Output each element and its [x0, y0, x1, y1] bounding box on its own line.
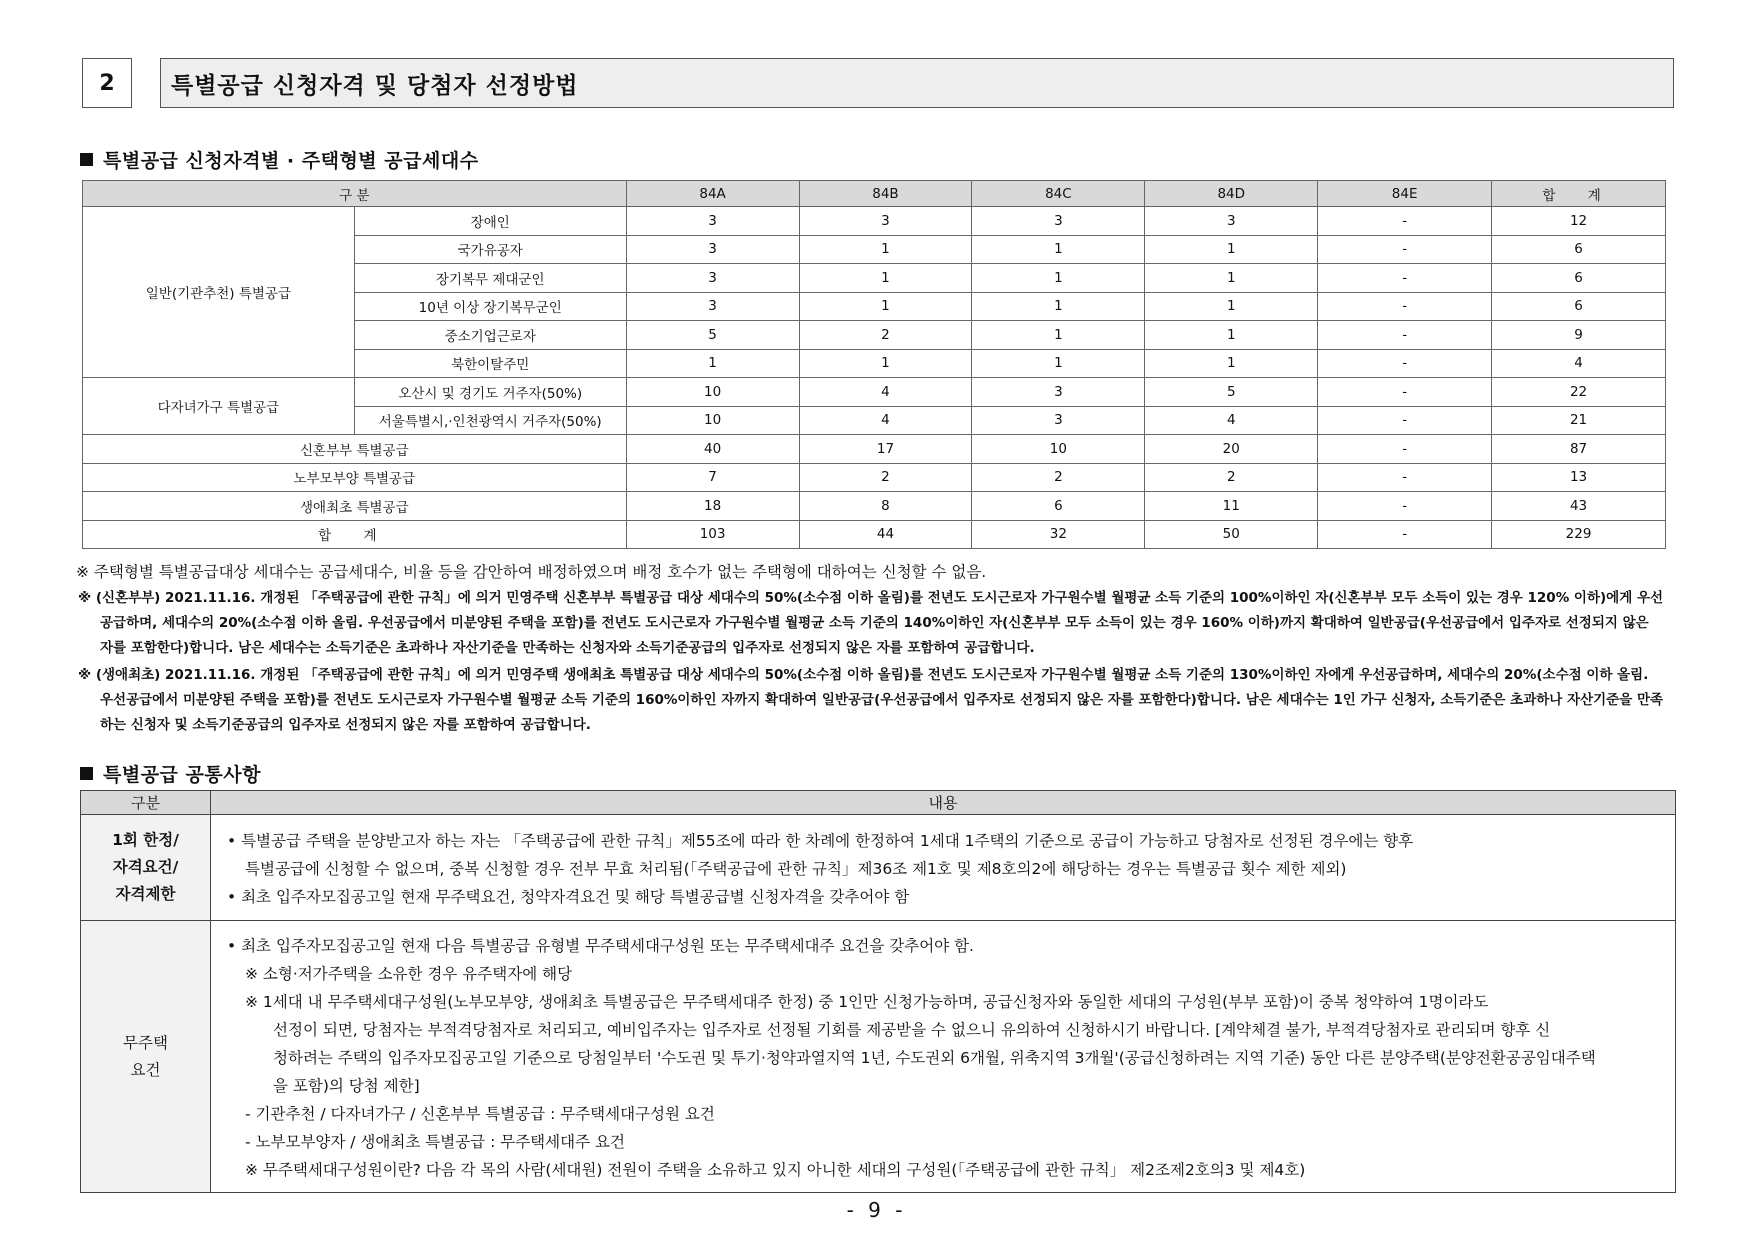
cell: 3 [1145, 207, 1318, 236]
cell: 7 [626, 463, 799, 492]
header-category: 구 분 [83, 181, 627, 207]
table-header-row [83, 181, 1666, 207]
content-cell [211, 921, 1676, 1193]
row-label: 노부모부양 특별공급 [83, 463, 627, 492]
header-type: 84A [626, 181, 799, 207]
cell: 5 [1145, 378, 1318, 407]
cell: 8 [799, 492, 972, 521]
content-line: • 최초 입주자모집공고일 현재 다음 특별공급 유형별 무주택세대구성원 또는 무주택세대주 요건을 갖추어야 함. [227, 936, 974, 955]
row-label: 생애최초 특별공급 [83, 492, 627, 521]
cell: 1 [972, 349, 1145, 378]
header-type: 84C [972, 181, 1145, 207]
cell: 2 [799, 463, 972, 492]
cell-total: 13 [1492, 463, 1666, 492]
content-line: • 특별공급 주택을 분양받고자 하는 자는 「주택공급에 관한 규칙」제55조에 따라 한 차례에 한정하여 1세대 1주택의 기준으로 공급이 가능하고 당첨자로 선정된 경우에는 향후 [227, 831, 1414, 850]
cell: - [1318, 349, 1492, 378]
cell-total: 229 [1492, 520, 1666, 549]
category-line: 무주택 [123, 1033, 168, 1052]
table-row [83, 207, 1666, 236]
cell: - [1318, 264, 1492, 293]
category-line: 1회 한정/ [112, 831, 179, 849]
cell: - [1318, 292, 1492, 321]
row-label: 오산시 및 경기도 거주자(50%) [354, 378, 626, 407]
common-table [80, 790, 1676, 1193]
table-row [83, 492, 1666, 521]
header-type: 84B [799, 181, 972, 207]
cell: 10 [972, 435, 1145, 464]
cell: 1 [1145, 349, 1318, 378]
cell: 1 [799, 264, 972, 293]
note-2: ※ (신혼부부) 2021.11.16. 개정된 「주택공급에 관한 규칙」에 의거 민영주택 신혼부부 특별공급 대상 세대수의 50%(소수점 이하 올림)를 전년도 도시근로자 가구원수별 월평균 소득 기준의 100%이하인 자(신혼부부 모두 소득이 있는 경우 120% 이하)에게 우선공급하며, 세대수의 20%(소수점 이하 올림. 우선공급에서 미분양된 주택을 포함)를 전년도 도시근로자 가구원수별 월평균 소득 기준의 140%이하인 자(신혼부부 모두 소득이 있는 경우 160% 이하)까지 확대하여 일반공급(우선공급에서 입주자로 선정되지 않은 자를 포함한다)합니다. 남은 세대수는 소득기준은 초과하나 자산기준을 만족하는 신청자와 소득기준공급의 입주자로 선정되지 않은 자를 포함하여 공급합니다. [78, 590, 1664, 656]
cell: 3 [972, 378, 1145, 407]
cell: 3 [799, 207, 972, 236]
cell: - [1318, 492, 1492, 521]
cell: 6 [972, 492, 1145, 521]
content-line: 청하려는 주택의 입주자모집공고일 기준으로 당첨일부터 '수도권 및 투기·청약과열지역 1년, 수도권외 6개월, 위축지역 3개월'(공급신청하려는 지역 기준) 동안 다른 분양주택(분양전환공공임대주택 [273, 1048, 1596, 1067]
header-type: 84D [1145, 181, 1318, 207]
content-cell [211, 815, 1676, 921]
cell: 4 [1145, 406, 1318, 435]
cell: 2 [799, 321, 972, 350]
row-label: 장애인 [354, 207, 626, 236]
table-row [83, 435, 1666, 464]
cell: 40 [626, 435, 799, 464]
cell: 3 [972, 207, 1145, 236]
cell-total: 21 [1492, 406, 1666, 435]
cell: - [1318, 378, 1492, 407]
cell: 10 [626, 406, 799, 435]
cell: - [1318, 235, 1492, 264]
common-header-row [81, 791, 1676, 815]
category-line: 요건 [130, 1060, 161, 1079]
cell: 3 [972, 406, 1145, 435]
cell: 1 [1145, 321, 1318, 350]
content-line: ※ 1세대 내 무주택세대구성원(노부모부양, 생애최초 특별공급은 무주택세대주 한정) 중 1인만 신청가능하며, 공급신청자와 동일한 세대의 구성원(부부 포함)이 중복 청약하여 1명이라도 [245, 992, 1489, 1011]
row-label: 중소기업근로자 [354, 321, 626, 350]
row-label: 북한이탈주민 [354, 349, 626, 378]
header-type: 84E [1318, 181, 1492, 207]
cell: - [1318, 463, 1492, 492]
cell: 3 [626, 292, 799, 321]
content-line: 선정이 되면, 당첨자는 부적격당첨자로 처리되고, 예비입주자는 입주자로 선정될 기회를 제공받을 수 없으니 유의하여 신청하시기 바랍니다. [계약체결 불가, 부적격당첨자로 관리되며 향후 신 [273, 1020, 1551, 1039]
content-line: - 노부모부양자 / 생애최초 특별공급 : 무주택세대주 요건 [245, 1132, 625, 1151]
page-number: - 9 - [846, 1198, 907, 1222]
header-total: 합 계 [1492, 181, 1666, 207]
supply-heading [80, 146, 479, 173]
common-row [81, 921, 1676, 1193]
cell: 1 [1145, 235, 1318, 264]
cell: 18 [626, 492, 799, 521]
common-heading-text: 특별공급 공통사항 [103, 764, 261, 786]
table-row [83, 378, 1666, 407]
supply-heading-text: 특별공급 신청자격별 · 주택형별 공급세대수 [103, 150, 479, 172]
cell: 20 [1145, 435, 1318, 464]
cell: 1 [972, 321, 1145, 350]
cell-total: 6 [1492, 292, 1666, 321]
cell: 3 [626, 264, 799, 293]
content-line: 을 포함)의 당첨 제한] [273, 1076, 420, 1095]
content-line: • 최초 입주자모집공고일 현재 무주택요건, 청약자격요건 및 해당 특별공급별 신청자격을 갖추어야 함 [227, 887, 910, 906]
cell: - [1318, 435, 1492, 464]
cell: - [1318, 520, 1492, 549]
note-3: ※ (생애최초) 2021.11.16. 개정된 「주택공급에 관한 규칙」에 의거 민영주택 생애최초 특별공급 대상 세대수의 50%(소수점 이하 올림)를 전년도 도시근로자 가구원수별 월평균 소득 기준의 130%이하인 자에게 우선공급하며, 세대수의 20%(소수점 이하 올림. 우선공급에서 미분양된 주택을 포함)를 전년도 도시근로자 가구원수별 월평균 소득 기준의 160%이하인 자까지 확대하여 일반공급(우선공급에서 입주자로 선정되지 않은 자를 포함한다)합니다. 남은 세대수는 1인 가구 신청자, 소득기준은 초과하나 자산기준을 만족하는 신청자 및 소득기준공급의 입주자로 선정되지 않은 자를 포함하여 공급합니다. [78, 667, 1664, 733]
cell: 4 [799, 406, 972, 435]
total-label: 합 계 [83, 520, 627, 549]
cell-total: 12 [1492, 207, 1666, 236]
cell: 1 [626, 349, 799, 378]
content-line: - 기관추천 / 다자녀가구 / 신혼부부 특별공급 : 무주택세대구성원 요건 [245, 1104, 715, 1123]
cell: 17 [799, 435, 972, 464]
common-row [81, 815, 1676, 921]
cell: 2 [1145, 463, 1318, 492]
cell-total: 4 [1492, 349, 1666, 378]
group-label: 다자녀가구 특별공급 [83, 378, 355, 435]
cell: 50 [1145, 520, 1318, 549]
cell: 3 [626, 235, 799, 264]
cell: - [1318, 406, 1492, 435]
common-heading [80, 760, 261, 787]
cell: 103 [626, 520, 799, 549]
note-1: ※ 주택형별 특별공급대상 세대수는 공급세대수, 비율 등을 감안하여 배정하였으며 배정 호수가 없는 주택형에 대하여는 신청할 수 없음. [76, 563, 987, 581]
content-line: 특별공급에 신청할 수 없으며, 중복 신청할 경우 전부 무효 처리됨(「주택공급에 관한 규칙」제36조 제1호 및 제8호의2에 해당하는 경우는 특별공급 횟수 제한 제외) [245, 859, 1347, 878]
square-bullet-icon [80, 767, 93, 780]
cell-total: 43 [1492, 492, 1666, 521]
category-cell [81, 815, 211, 921]
square-bullet-icon [80, 153, 93, 166]
cell: 1 [799, 292, 972, 321]
category-line: 자격요건/ [112, 858, 179, 876]
table-row [83, 463, 1666, 492]
supply-count-table [82, 180, 1666, 549]
cell: 1 [1145, 264, 1318, 293]
cell: 1 [972, 292, 1145, 321]
header-col2: 내용 [211, 791, 1676, 815]
cell-total: 9 [1492, 321, 1666, 350]
header-col1: 구분 [81, 791, 211, 815]
cell: 2 [972, 463, 1145, 492]
row-label: 신혼부부 특별공급 [83, 435, 627, 464]
cell: - [1318, 321, 1492, 350]
cell: - [1318, 207, 1492, 236]
category-line: 자격제한 [115, 885, 176, 903]
cell: 44 [799, 520, 972, 549]
cell: 32 [972, 520, 1145, 549]
cell: 5 [626, 321, 799, 350]
cell: 1 [972, 235, 1145, 264]
cell: 10 [626, 378, 799, 407]
cell: 11 [1145, 492, 1318, 521]
row-label: 서울특별시,·인천광역시 거주자(50%) [354, 406, 626, 435]
cell: 3 [626, 207, 799, 236]
content-line: ※ 무주택세대구성원이란? 다음 각 목의 사람(세대원) 전원이 주택을 소유하고 있지 아니한 세대의 구성원(「주택공급에 관한 규칙」 제2조제2호의3 및 제4호) [245, 1160, 1306, 1179]
cell: 4 [799, 378, 972, 407]
cell-total: 87 [1492, 435, 1666, 464]
cell-total: 6 [1492, 264, 1666, 293]
cell: 1 [972, 264, 1145, 293]
notes-block [76, 560, 1666, 738]
content-line: ※ 소형·저가주택을 소유한 경우 유주택자에 해당 [245, 964, 573, 983]
cell-total: 22 [1492, 378, 1666, 407]
row-label: 장기복무 제대군인 [354, 264, 626, 293]
group-label: 일반(기관추천) 특별공급 [83, 207, 355, 378]
section-title: 특별공급 신청자격 및 당첨자 선정방법 [160, 58, 1674, 108]
category-cell [81, 921, 211, 1193]
cell: 1 [1145, 292, 1318, 321]
section-number: 2 [82, 58, 132, 108]
cell: 1 [799, 235, 972, 264]
table-total-row [83, 520, 1666, 549]
row-label: 10년 이상 장기복무군인 [354, 292, 626, 321]
cell-total: 6 [1492, 235, 1666, 264]
cell: 1 [799, 349, 972, 378]
row-label: 국가유공자 [354, 235, 626, 264]
